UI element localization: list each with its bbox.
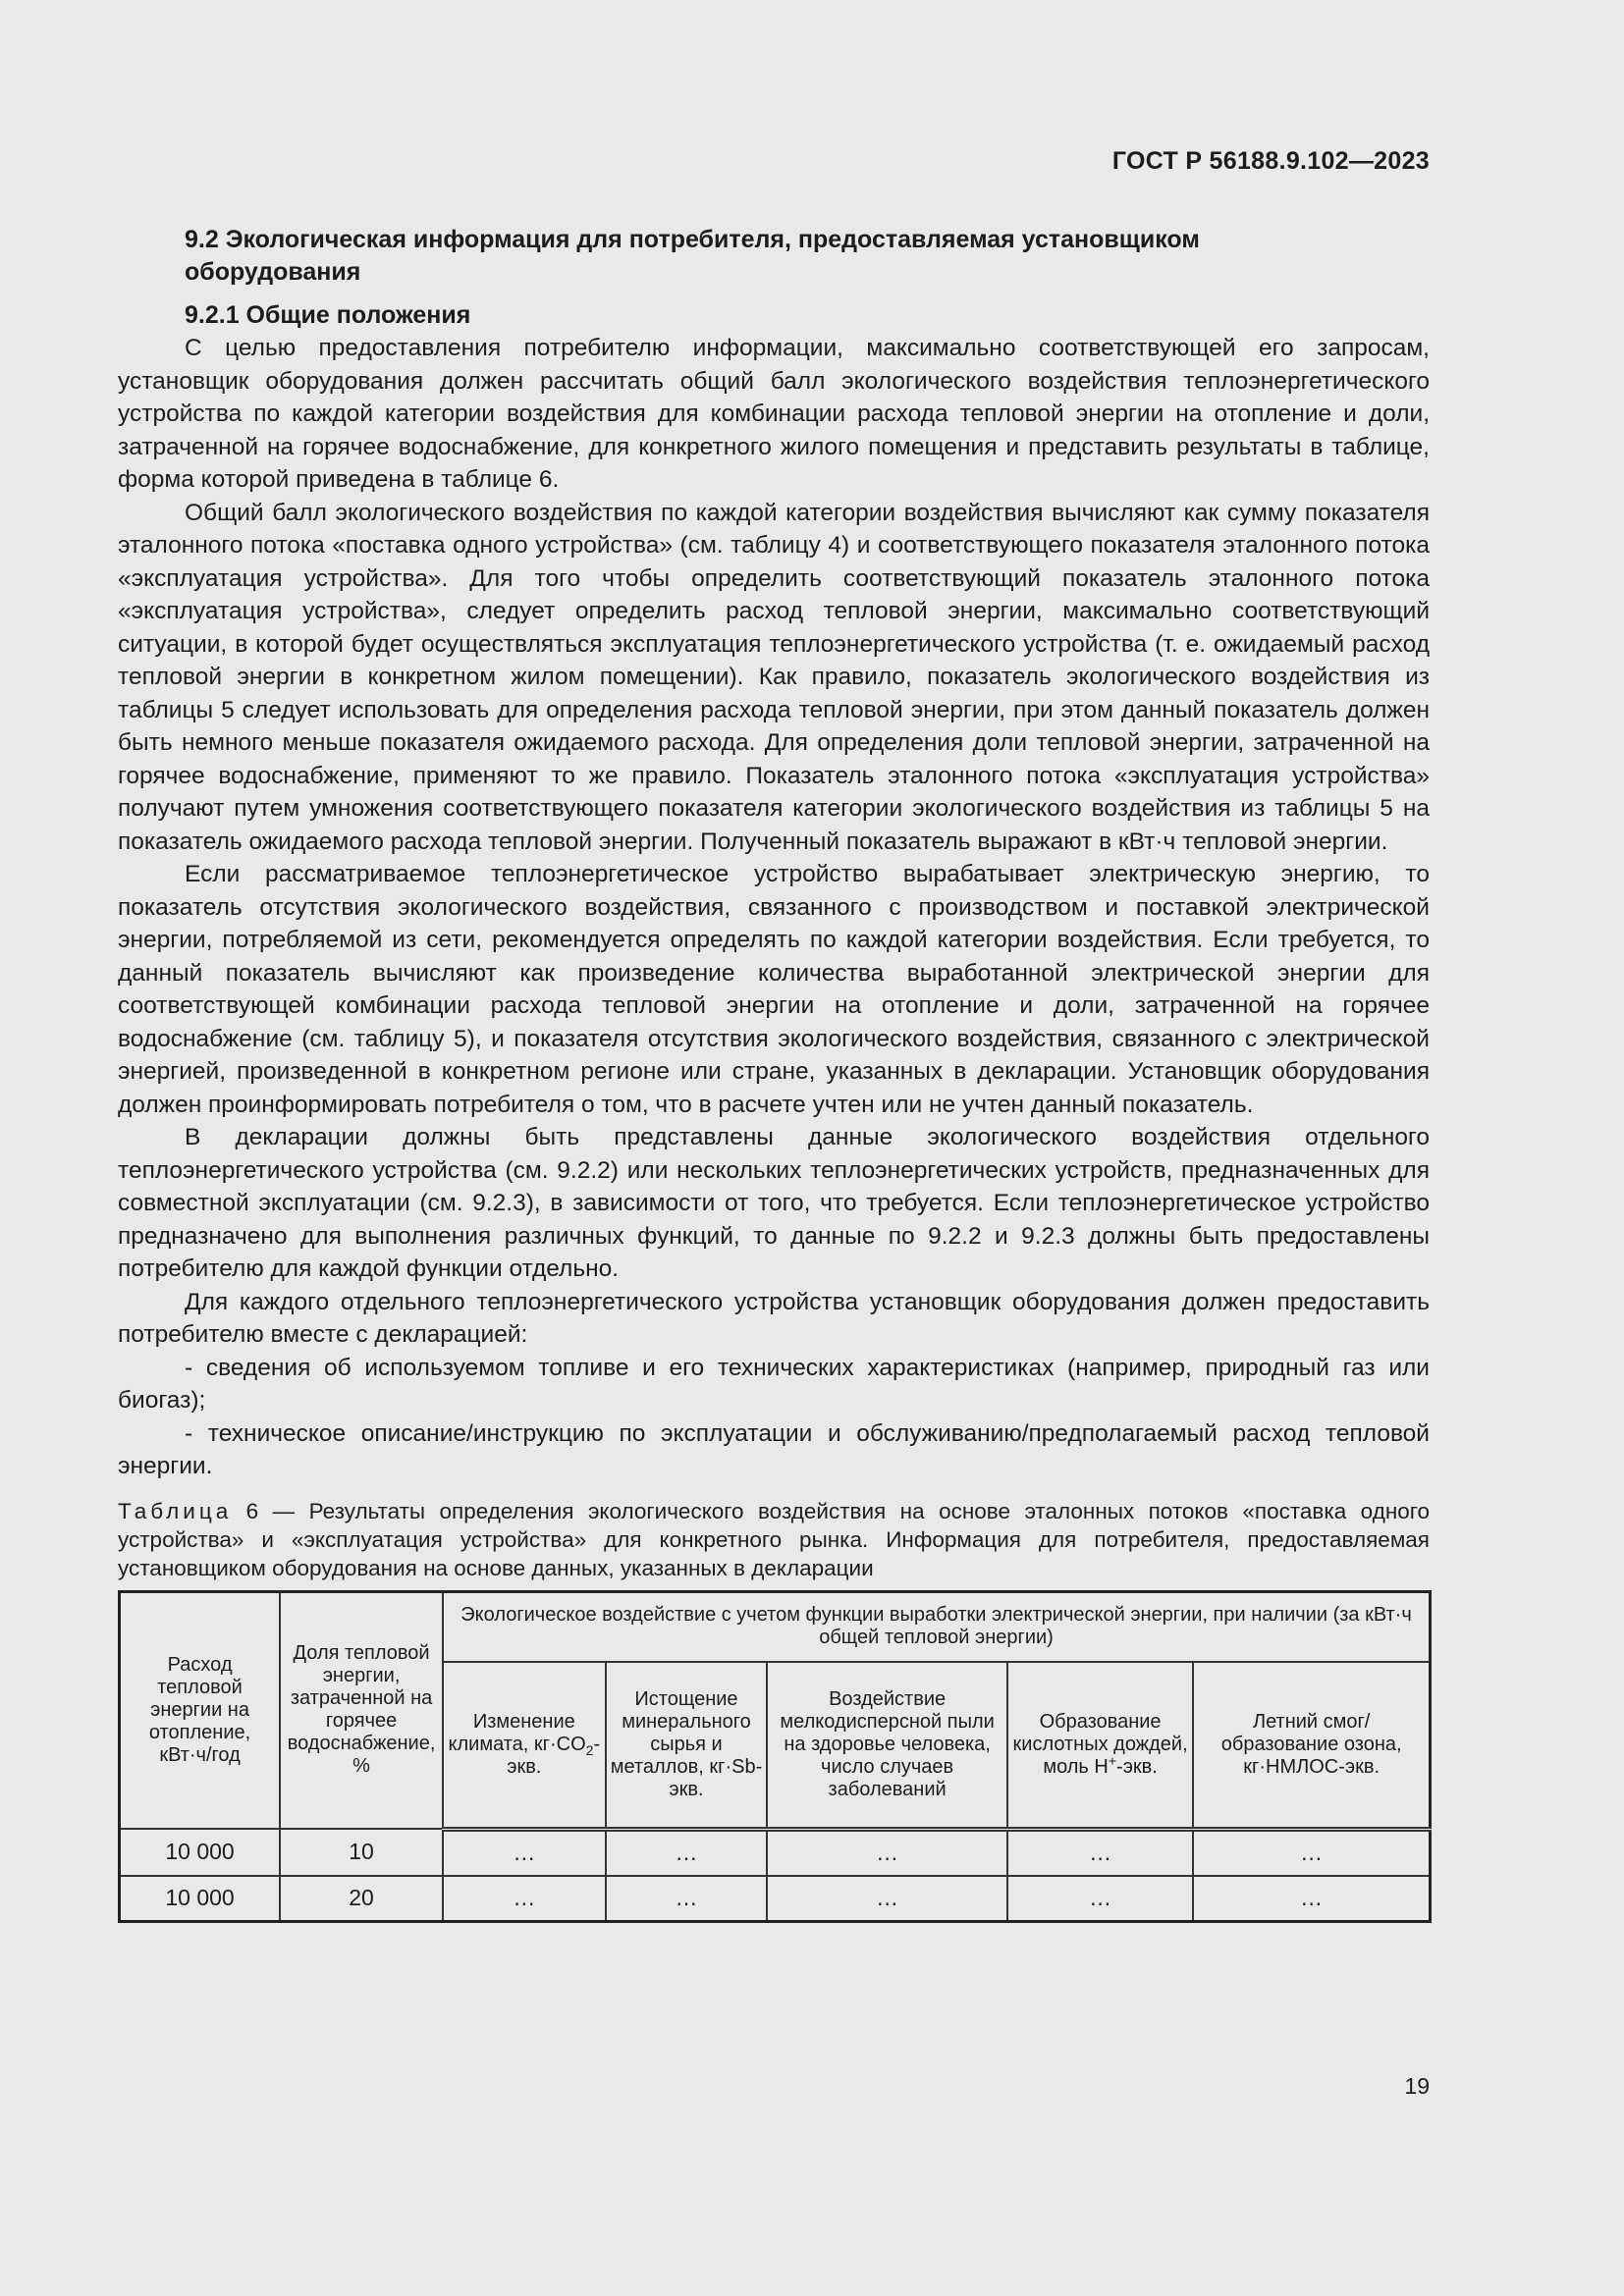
col-acidification [1007, 1662, 1194, 1829]
col-climate-change-pre: Изменение климата, кг·CO [448, 1710, 586, 1755]
table-caption-text: 6 — Результаты определения экологического воздействия на основе эталонных потоков «поставка одного устройства» и «эксплуатация устройства» для конкретного рынка. Информация для потребителя, предоставляемая установщиком оборудования на основе данных, указанных в декларации [118, 1498, 1430, 1580]
paragraph: С целью предоставления потребителю информации, максимально соответствующей его запросам, установщик оборудования должен рассчитать общий балл экологического воздействия теплоэнергетического устройства по каждой категории воздействия для комбинации расхода тепловой энергии на отопление и доли, затраченной на горячее водоснабжение, для конкретного жилого помещения и представить результаты в таблице, форма которой приведена в таблице 6. [118, 335, 1430, 493]
co2-subscript: 2 [585, 1741, 594, 1758]
col-resource-depletion: Истощение минерального сырья и металлов, кг·Sb-экв. [606, 1662, 768, 1829]
table-cell: … [443, 1829, 606, 1876]
col-acidification-post: -экв. [1116, 1755, 1158, 1778]
table-cell: 10 000 [120, 1829, 281, 1876]
page-content [118, 224, 1430, 1923]
table-cell: … [767, 1829, 1006, 1876]
col-hot-water-share: Доля тепловой энергии, затраченной на горячее водоснабжение, % [280, 1591, 443, 1829]
table-cell: … [1193, 1876, 1430, 1922]
section-heading-line2: оборудования [185, 258, 361, 286]
table-caption [118, 1497, 1430, 1582]
paragraph: Для каждого отдельного теплоэнергетического устройства установщик оборудования должен предоставить потребителю вместе с декларацией: [118, 1288, 1430, 1348]
col-climate-change [443, 1662, 606, 1829]
list-item: - техническое описание/инструкцию по эксплуатации и обслуживанию/предполагаемый расход тепловой энергии. [118, 1419, 1430, 1479]
results-table [118, 1590, 1432, 1923]
table-row [120, 1876, 1431, 1922]
page-number: 19 [1404, 2073, 1430, 2099]
section-heading-line1: 9.2 Экологическая информация для потребителя, предоставляемая установщиком [185, 226, 1200, 253]
h-superscript: + [1108, 1752, 1117, 1769]
subsection-heading: 9.2.1 Общие положения [185, 301, 471, 329]
col-group-impact: Экологическое воздействие с учетом функции выработки электрической энергии, при наличии (за кВт·ч общей тепловой энергии) [443, 1591, 1430, 1662]
paragraph: В декларации должны быть представлены данные экологического воздействия отдельного теплоэнергетического устройства (см. 9.2.2) или нескольких теплоэнергетических устройств, предназначенных для совместной эксплуатации (см. 9.2.3), в зависимости от того, что требуется. Если теплоэнергетическое устройство предназначено для выполнения различных функций, то данные по 9.2.2 и 9.2.3 должны быть предоставлены потребителю для каждой функции отдельно. [118, 1124, 1430, 1282]
standard-number: ГОСТ Р 56188.9.102—2023 [1111, 147, 1430, 175]
section-heading [185, 224, 1430, 289]
table-cell: … [443, 1876, 606, 1922]
table-cell: … [606, 1876, 768, 1922]
table-cell: … [767, 1876, 1006, 1922]
col-acidification-pre: Образование кислотных дождей, моль H [1012, 1710, 1188, 1778]
table-cell: 10 [280, 1829, 443, 1876]
col-particulate-matter: Воздействие мелкодисперсной пыли на здоровье человека, число случаев заболеваний [767, 1662, 1006, 1829]
table-cell: 10 000 [120, 1876, 281, 1922]
paragraph: Общий балл экологического воздействия по каждой категории воздействия вычисляют как сумму показателя эталонного потока «поставка одного устройства» (см. таблицу 4) и соответствующего показателя эталонного потока «эксплуатация устройства». Для того чтобы определить соответствующий показатель эталонного потока «эксплуатация устройства», следует определить расход тепловой энергии, максимально соответствующий ситуации, в которой будет осуществляться эксплуатация теплоэнергетического устройства (т. е. ожидаемый расход тепловой энергии в конкретном жилом помещении). Как правило, показатель экологического воздействия из таблицы 5 следует использовать для определения расхода тепловой энергии, при этом данный показатель должен быть немного меньше показателя ожидаемого расхода. Для определения доли тепловой энергии, затраченной на горячее водоснабжение, применяют то же правило. Показатель эталонного потока «эксплуатация устройства» получают путем умножения соответствующего показателя категории экологического воздействия из таблицы 5 на показатель ожидаемого расхода тепловой энергии. Полученный показатель выражают в кВт·ч тепловой энергии. [118, 499, 1430, 855]
table-cell: … [1193, 1829, 1430, 1876]
col-climate-change-post: -экв. [507, 1733, 601, 1778]
paragraph: Если рассматриваемое теплоэнергетическое устройство вырабатывает электрическую энергию, то показатель отсутствия экологического воздействия, связанного с производством и поставкой электрической энергии, потребляемой из сети, рекомендуется определять по каждой категории воздействия. Если требуется, то данный показатель вычисляют как произведение количества выработанной электрической энергии для соответствующей комбинации расхода тепловой энергии на отопление и доли, затраченной на горячее водоснабжение (см. таблицу 5), и показателя отсутствия экологического воздействия, связанного с электрической энергией, произведенной в конкретном регионе или стране, указанных в декларации. Установщик оборудования должен проинформировать потребителя о том, что в расчете учтен или не учтен данный показатель. [118, 861, 1430, 1118]
table-cell: … [606, 1829, 768, 1876]
table-caption-label: Таблица [118, 1498, 233, 1523]
table-cell: … [1007, 1876, 1194, 1922]
col-summer-smog: Летний смог/ образование озона, кг·НМЛОС-экв. [1193, 1662, 1430, 1829]
table-row [120, 1829, 1431, 1876]
list-item: - сведения об используемом топливе и его технических характеристиках (например, природный газ или биогаз); [118, 1354, 1430, 1414]
col-heat-consumption: Расход тепловой энергии на отопление, кВт·ч/год [120, 1591, 281, 1829]
table-cell: … [1007, 1829, 1194, 1876]
table-cell: 20 [280, 1876, 443, 1922]
